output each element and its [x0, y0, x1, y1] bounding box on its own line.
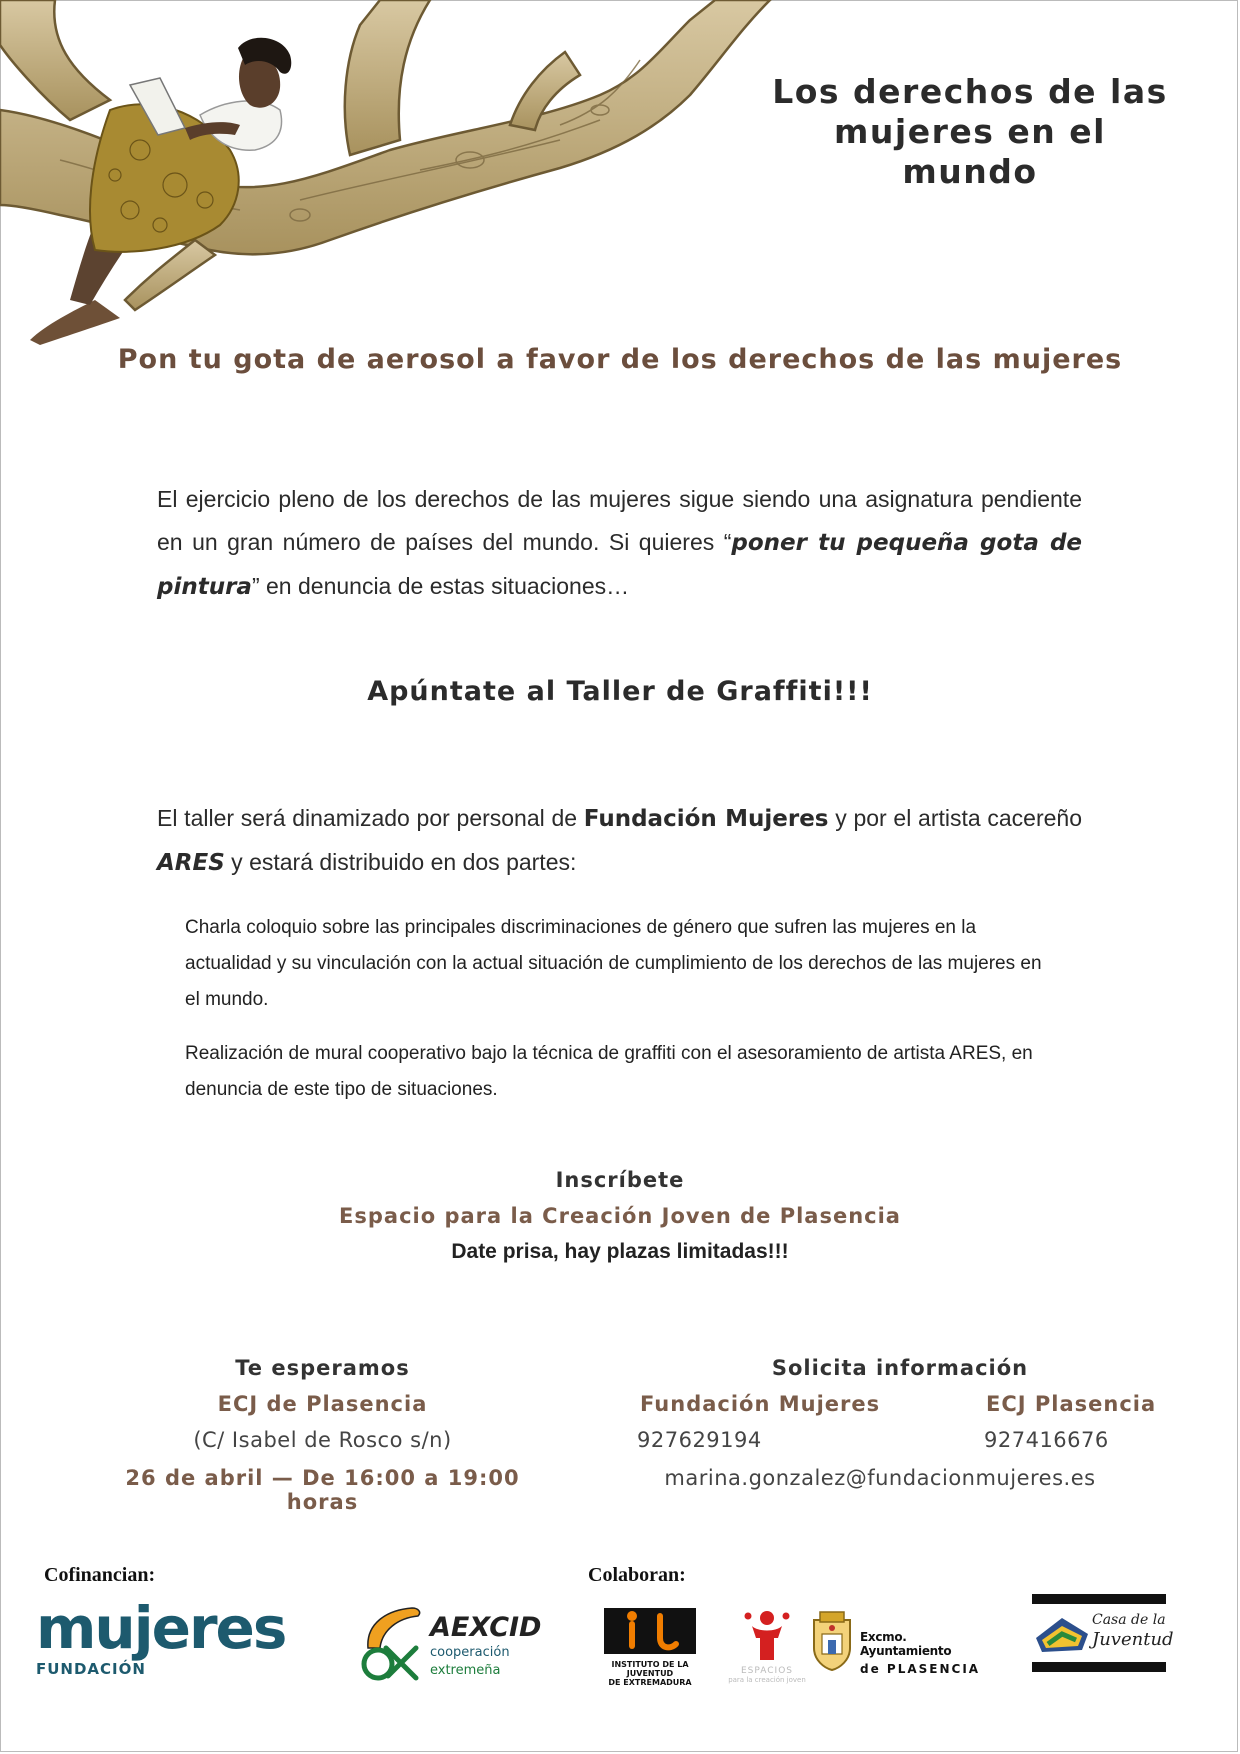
mujeres-logo-sub: FUNDACIÓN [36, 1660, 146, 1678]
subtitle: Pon tu gota de aerosol a favor de los derechos de las mujeres [117, 344, 1123, 375]
aexcid-logo [430, 1612, 570, 1680]
event-venue: ECJ de Plasencia [217, 1392, 428, 1416]
casa-juventud-house-icon [1032, 1610, 1092, 1656]
aexcid-logo-sub [430, 1644, 570, 1680]
ayuntamiento-plasencia-logo [860, 1630, 1000, 1676]
intro-text-2: ” en denuncia de estas situaciones… [251, 573, 630, 599]
mujeres-logo-word: mujeres [36, 1594, 286, 1662]
cta-heading: Apúntate al Taller de Graffiti!!! [367, 676, 873, 707]
page-title [760, 72, 1180, 192]
colaboran-label: Colaboran: [588, 1564, 686, 1586]
event-datetime: 26 de abril — De 16:00 a 19:00 horas [125, 1466, 520, 1514]
info-org2-phone[interactable]: 927416676 [984, 1428, 1109, 1452]
info-org1-name: Fundación Mujeres [640, 1392, 881, 1416]
casa-line-2: Juventud [1092, 1629, 1174, 1650]
casa-line-1: Casa de la [1092, 1612, 1166, 1628]
event-heading: Te esperamos [235, 1356, 410, 1380]
cofinancian-label: Cofinancian: [44, 1564, 156, 1586]
workshop-part-1: Charla coloquio sobre las principales discriminaciones de género que sufren las mujeres en la actualidad y su vinculación con la actual situación de cumplimiento de los derechos de las mujeres en el mundo. [185, 917, 1042, 1010]
instituto-juventud-logo [604, 1608, 696, 1687]
info-org2-name: ECJ Plasencia [986, 1392, 1157, 1416]
intro-emphasis: poner tu pequeña gota de pintura [157, 530, 1083, 600]
title-line-1: Los derechos de las [772, 72, 1168, 111]
info-email[interactable]: marina.gonzalez@fundacionmujeres.es [664, 1466, 1096, 1490]
espacios-creacion-joven-logo [728, 1608, 806, 1684]
workshop-paragraph [157, 797, 1082, 885]
ij-line-1: INSTITUTO DE LA JUVENTUD [611, 1660, 689, 1678]
workshop-text-2: y por el artista cacereño [828, 805, 1083, 831]
aexcid-swoosh-icon [356, 1602, 428, 1684]
woman-reading-on-tree-illustration [0, 0, 790, 350]
inscription-note: Date prisa, hay plazas limitadas!!! [451, 1240, 789, 1263]
artist-name: ARES [157, 850, 225, 876]
info-heading: Solicita información [771, 1356, 1029, 1380]
intro-text-1: El ejercicio pleno de los derechos de las mujeres sigue siendo una asignatura pendiente en un gran número de países del mundo. Si quieres “ [157, 486, 1082, 555]
instituto-juventud-mark-icon [604, 1608, 696, 1654]
ayto-line-1: Excmo. Ayuntamiento [860, 1630, 952, 1658]
workshop-text-1: El taller será dinamizado por personal de [157, 805, 584, 831]
casa-juventud-text [1092, 1610, 1174, 1650]
ayto-line-2: de PLASENCIA [860, 1662, 981, 1676]
plasencia-coat-of-arms-icon [808, 1610, 856, 1672]
ij-line-2: DE EXTREMADURA [608, 1678, 692, 1687]
workshop-text-3: y estará distribuido en dos partes: [224, 849, 577, 875]
fundacion-mujeres-logo [36, 1594, 341, 1684]
info-org1-phone[interactable]: 927629194 [637, 1428, 762, 1452]
event-address: (C/ Isabel de Rosco s/n) [193, 1428, 452, 1452]
workshop-part-2: Realización de mural cooperativo bajo la técnica de graffiti con el asesoramiento de artista ARES, en denuncia de este tipo de situaciones. [185, 1043, 1033, 1100]
aexcid-sub-1: cooperación [430, 1645, 510, 1660]
intro-paragraph [157, 478, 1082, 609]
casa-juventud-logo [1032, 1594, 1174, 1672]
espacios-figure-icon [740, 1608, 794, 1662]
aexcid-sub-2: extremeña [430, 1663, 501, 1678]
inscription-heading: Inscríbete [555, 1168, 685, 1192]
espacios-line-1: ESPACIOS [741, 1666, 793, 1676]
inscription-place: Espacio para la Creación Joven de Plasencia [339, 1204, 901, 1228]
organization-name: Fundación Mujeres [583, 806, 829, 832]
title-line-2: mujeres en el mundo [834, 112, 1106, 191]
espacios-line-2: para la creación joven [728, 1676, 806, 1684]
aexcid-logo-word: AEXCID [430, 1612, 542, 1643]
